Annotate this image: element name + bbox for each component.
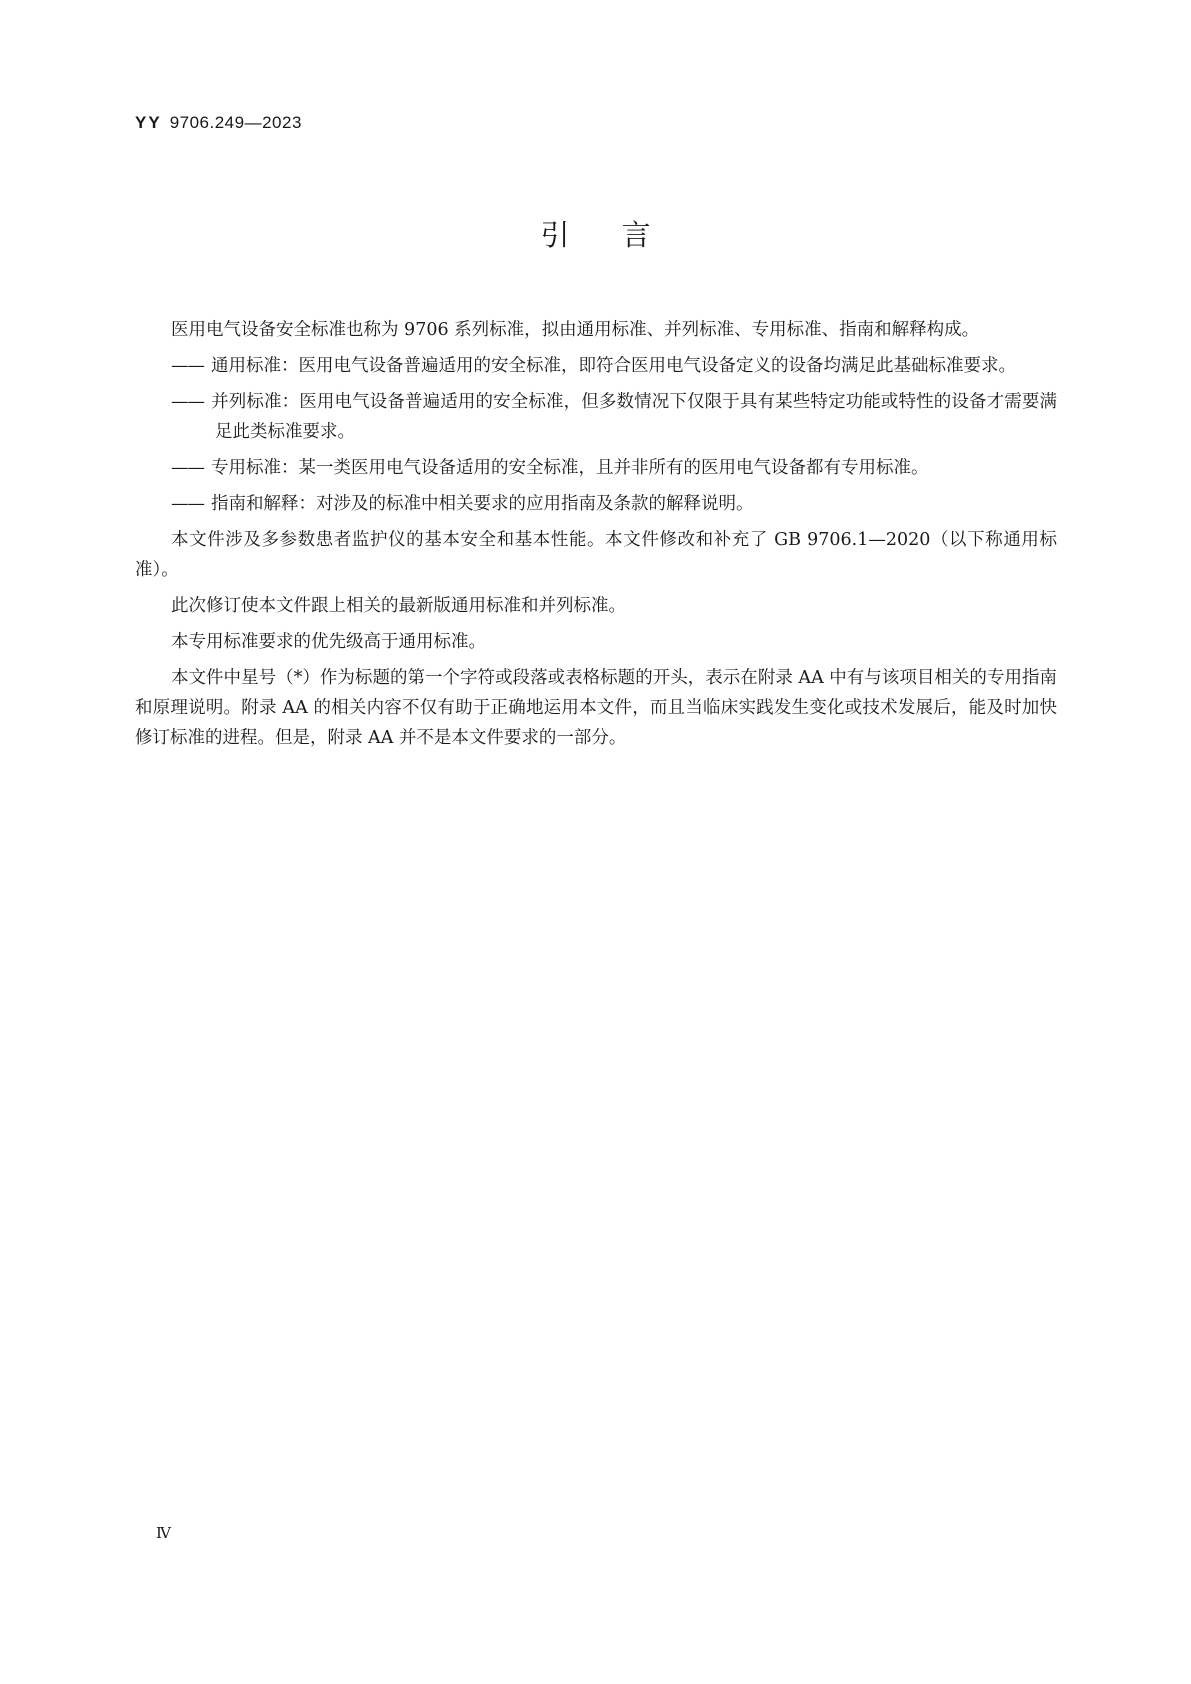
standard-prefix: YY <box>135 113 162 132</box>
page-number: Ⅳ <box>156 1524 171 1542</box>
list-item-text: 通用标准：医用电气设备普遍适用的安全标准，即符合医用电气设备定义的设备均满足此基础标准要求。 <box>211 356 1016 376</box>
scope-paragraph <box>135 525 1057 585</box>
list-item <box>135 489 1057 519</box>
intro-paragraph <box>135 315 1057 345</box>
dash-marker: —— <box>171 392 204 412</box>
dash-marker: —— <box>171 494 204 514</box>
paragraph-text: 本专用标准要求的优先级高于通用标准。 <box>171 632 486 652</box>
dash-marker: —— <box>171 356 204 376</box>
paragraph-text: 本文件涉及多参数患者监护仪的基本安全和基本性能。本文件修改和补充了 GB 9706.1—2020（以下称通用标准）。 <box>135 530 1057 580</box>
dash-marker: —— <box>171 458 204 478</box>
introduction-body <box>135 315 1057 759</box>
paragraph-text: 此次修订使本文件跟上相关的最新版通用标准和并列标准。 <box>171 596 626 616</box>
document-code <box>135 113 302 133</box>
page-title: 引言 <box>540 218 703 252</box>
list-item-text: 指南和解释：对涉及的标准中相关要求的应用指南及条款的解释说明。 <box>211 494 754 514</box>
list-item-text: 并列标准：医用电气设备普遍适用的安全标准，但多数情况下仅限于具有某些特定功能或特性的设备才需要满足此类标准要求。 <box>211 392 1057 442</box>
priority-paragraph <box>135 627 1057 657</box>
paragraph-text: 医用电气设备安全标准也称为 9706 系列标准，拟由通用标准、并列标准、专用标准、指南和解释构成。 <box>171 320 980 340</box>
paragraph-text: 本文件中星号（*）作为标题的第一个字符或段落或表格标题的开头，表示在附录 AA 中有与该项目相关的专用指南和原理说明。附录 AA 的相关内容不仅有助于正确地运用本文件，而且当临床实践发生变化或技术发展后，能及时加快修订标准的进程。但是，附录 AA 并不是本文件要求的一部分。 <box>135 668 1057 748</box>
list-item <box>135 387 1057 447</box>
revision-paragraph <box>135 591 1057 621</box>
asterisk-paragraph <box>135 663 1057 753</box>
list-item <box>135 351 1057 381</box>
list-item-text: 专用标准：某一类医用电气设备适用的安全标准，且并非所有的医用电气设备都有专用标准。 <box>211 458 929 478</box>
list-item <box>135 453 1057 483</box>
standard-number: 9706.249—2023 <box>169 113 302 132</box>
